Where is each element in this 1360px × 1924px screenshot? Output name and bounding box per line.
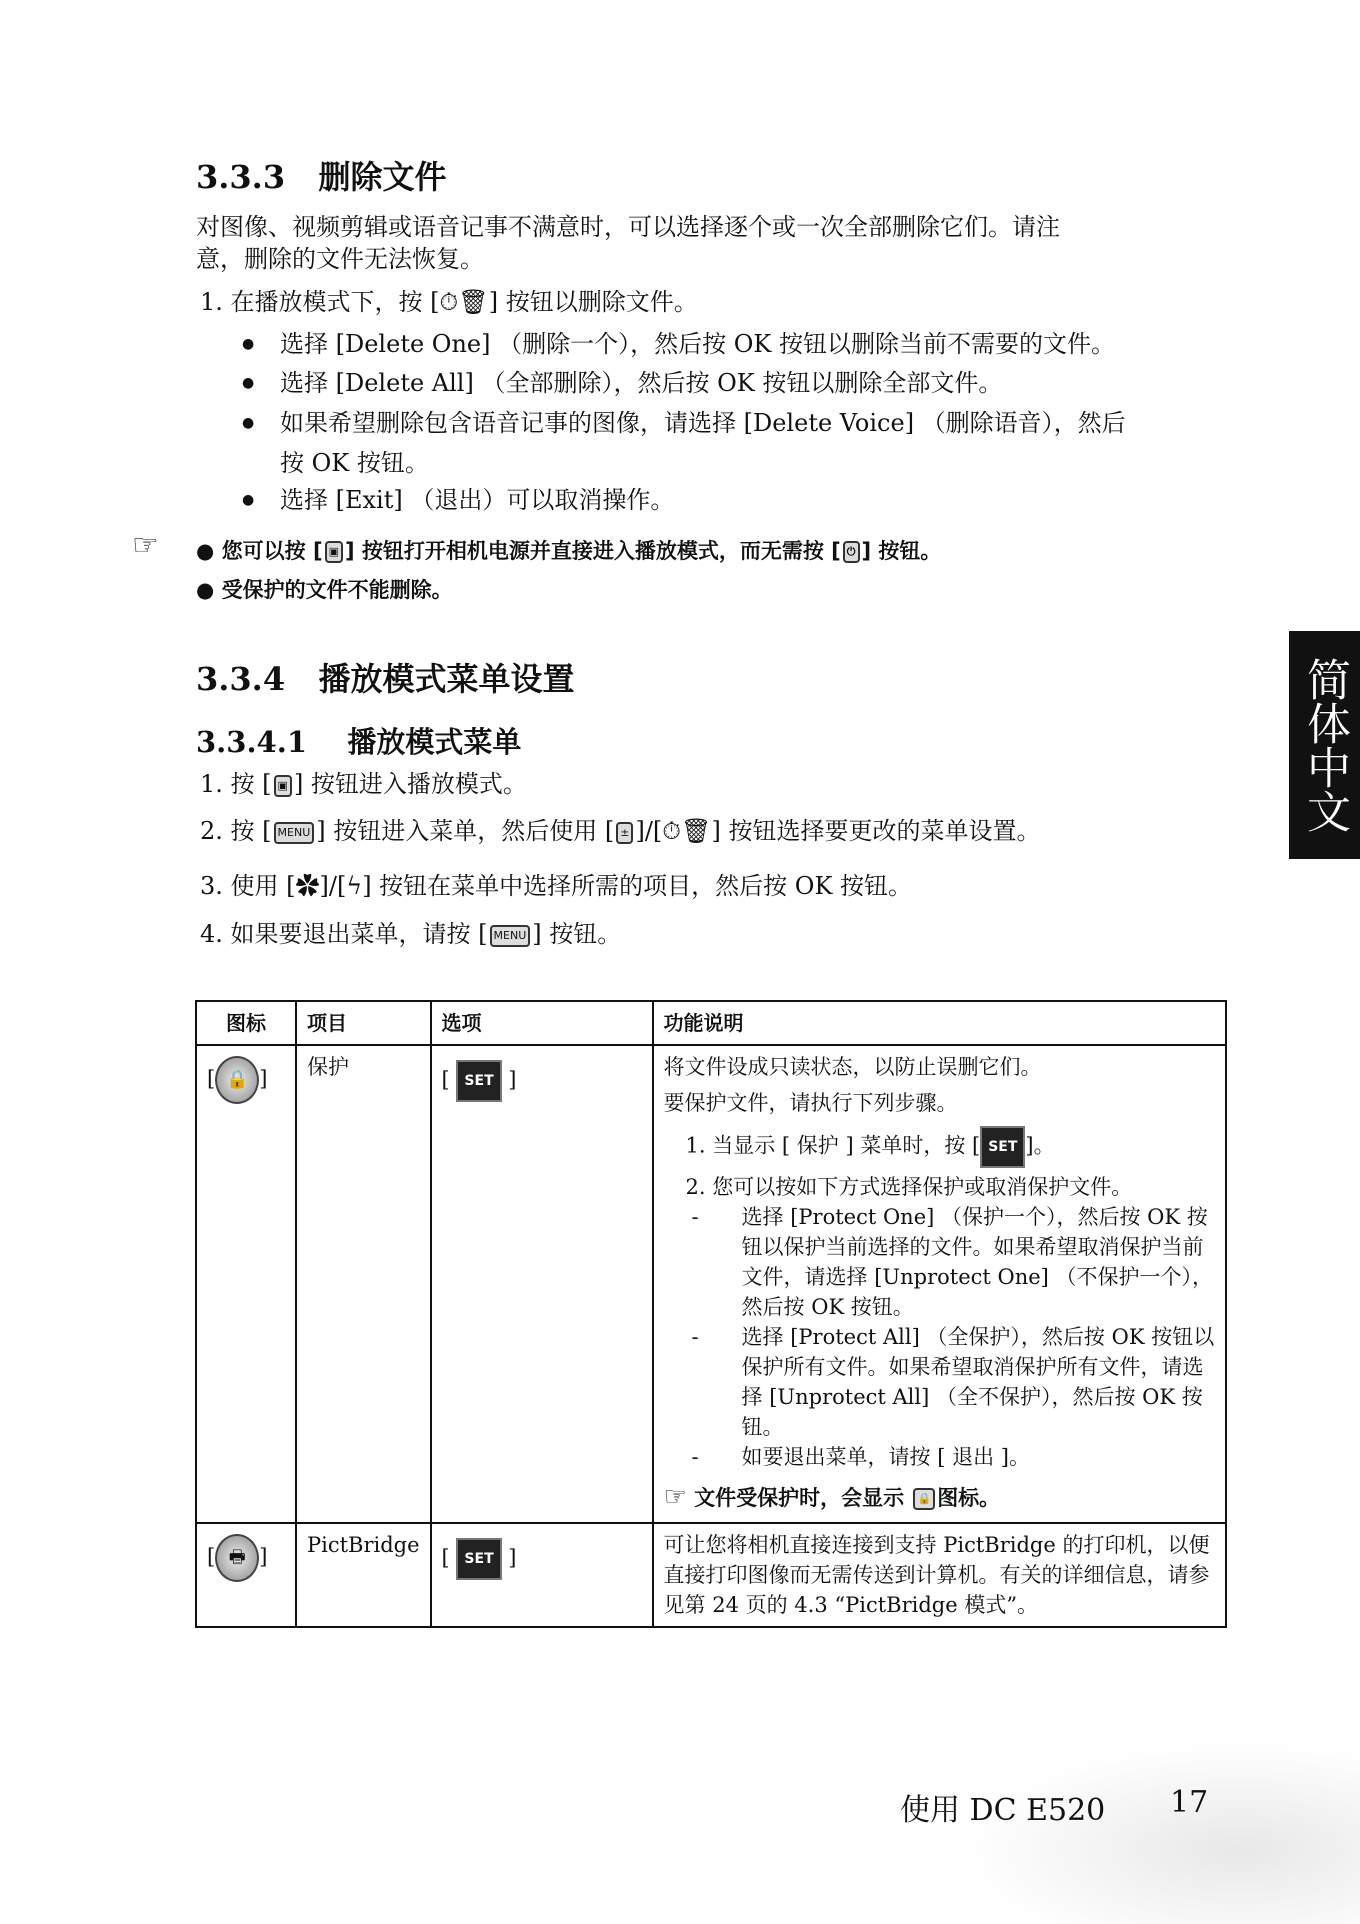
table-row: [ 🖶 ] PictBridge [ SET ] 可让您将相机直接连接到支持 PictBridge 的打印机，以便直接打印图像而无需传送到计算机。有关的详细信息，请参见第 24 页的 4.3 “PictBridge 模式”。 bbox=[196, 1523, 1226, 1627]
language-side-tab: 简体中文 bbox=[1289, 631, 1360, 859]
item-protect: 保护 bbox=[296, 1045, 431, 1523]
lock-icon: 🔒 bbox=[913, 1488, 935, 1510]
desc-step-1: 1. 当显示 [ 保护 ] 菜单时，按 [ SET ]。 bbox=[686, 1126, 1215, 1168]
protect-note: ☞ 文件受保护时，会显示 🔒 图标。 bbox=[663, 1482, 1001, 1512]
bullet-delete-all: ● 选择 [Delete All] （全部删除），然后按 OK 按钮以删除全部文件。 bbox=[280, 368, 1002, 398]
flash-icon: ϟ bbox=[346, 872, 363, 900]
bullet-delete-one: ● 选择 [Delete One] （删除一个），然后按 OK 按钮以删除当前不需要的文件。 bbox=[280, 329, 1115, 359]
desc-dash-item: - 选择 [Protect One] （保护一个），然后按 OK 按钮以保护当前选择的文件。如果希望取消保护当前文件，请选择 [Unprotect One] （不保护一个），然后按 OK 按钮。 bbox=[691, 1205, 1214, 1319]
desc-line: 将文件设成只读状态，以防止误删它们。 bbox=[663, 1055, 1042, 1079]
bullet-delete-voice: ● 如果希望删除包含语音记事的图像，请选择 [Delete Voice] （删除语音），然后 bbox=[280, 408, 1126, 438]
note-1: ● 您可以按 [ ▣ ] 按钮打开相机电源并直接进入播放模式，而无需按 [ ⏻ ] 按钮。 bbox=[196, 539, 942, 563]
footer-label: 使用 DC E520 bbox=[900, 1793, 1106, 1828]
step-1: 1. 在播放模式下，按 [⏱🗑] 按钮以删除文件。 bbox=[200, 288, 698, 316]
set-icon: SET bbox=[456, 1060, 501, 1102]
self-timer-delete-icon: ⏱🗑 bbox=[662, 817, 712, 845]
header-description: 功能说明 bbox=[653, 1001, 1226, 1045]
section-heading-3-3-3: 3.3.3 删除文件 bbox=[196, 158, 447, 196]
protect-icon: 🔒 bbox=[215, 1056, 259, 1104]
menu-step-4: 4. 如果要退出菜单，请按 [ MENU ] 按钮。 bbox=[200, 920, 622, 948]
set-icon: SET bbox=[456, 1538, 501, 1580]
menu-step-2: 2. 按 [ MENU ] 按钮进入菜单，然后使用 [ ± ]/[⏱🗑] 按钮选择要更改的菜单设置。 bbox=[200, 817, 1041, 845]
section-heading-3-3-4: 3.3.4 播放模式菜单设置 bbox=[196, 660, 575, 698]
exposure-icon: ± bbox=[616, 822, 633, 844]
description-pictbridge bbox=[653, 1523, 1226, 1627]
table-header-row bbox=[196, 1001, 1226, 1045]
intro-line-2: 意，删除的文件无法恢复。 bbox=[196, 245, 484, 273]
menu-icon: MENU bbox=[490, 925, 531, 947]
set-icon: SET bbox=[980, 1126, 1025, 1168]
playback-icon: ▣ bbox=[325, 541, 343, 563]
desc-line: 可让您将相机直接连接到支持 PictBridge 的打印机，以便直接打印图像而无需传送到计算机。有关的详细信息，请参见第 24 页的 4.3 “PictBridge 模式”。 bbox=[663, 1533, 1210, 1617]
pointing-hand-icon: ☞ bbox=[132, 528, 159, 563]
note-2: ● 受保护的文件不能删除。 bbox=[196, 578, 453, 602]
table-row: [ 🔒 ] 保护 [ SET ] 将文件设成只读状态，以防止误删它们。 要保护文件，请执行下列步骤。 1. 当显示 [ 保护 ] 菜单时，按 [ SET ]。 2. 您可以按如下方式选择保护或取消保护文件。 - 选择 [Protect One] （保护一个），然后按 OK 按钮以保护当前选择的文件。如果希望取消保护当前文件，请选择 [Unprotect One] （不保护一个），然后按 OK 按钮。 - 选择 [Protect All] （全保护），然后按 OK 按钮以保护所有文件。如果希望取消保护所有文件，请选择 [Unprotect All] （全不保护），然后按 OK 按钮。 - 如要退出菜单，请按 [ 退出 ]。 ☞ 文件受保护时，会显示 🔒 图标。 bbox=[196, 1045, 1226, 1523]
bullet-delete-voice-cont: 按 OK 按钮。 bbox=[280, 449, 429, 477]
intro-line-1: 对图像、视频剪辑或语音记事不满意时，可以选择逐个或一次全部删除它们。请注 bbox=[196, 213, 1060, 241]
bullet-exit: ● 选择 [Exit] （退出）可以取消操作。 bbox=[280, 485, 674, 515]
header-option: 选项 bbox=[431, 1001, 653, 1045]
desc-dash-item: - 选择 [Protect All] （全保护），然后按 OK 按钮以保护所有文件。如果希望取消保护所有文件，请选择 [Unprotect All] （全不保护），然后按 OK 按钮。 bbox=[691, 1325, 1215, 1439]
header-item: 项目 bbox=[296, 1001, 431, 1045]
menu-step-3: 3. 使用 [✿]/[ϟ] 按钮在菜单中选择所需的项目，然后按 OK 按钮。 bbox=[200, 872, 913, 900]
macro-icon: ✿ bbox=[295, 872, 320, 900]
pointing-hand-icon: ☞ bbox=[663, 1482, 687, 1512]
header-icon: 图标 bbox=[196, 1001, 296, 1045]
desc-line: 要保护文件，请执行下列步骤。 bbox=[663, 1091, 958, 1115]
desc-dash-item: - 如要退出菜单，请按 [ 退出 ]。 bbox=[691, 1445, 1030, 1469]
menu-step-1: 1. 按 [ ▣ ] 按钮进入播放模式。 bbox=[200, 770, 527, 798]
description-protect bbox=[653, 1045, 1226, 1523]
subsection-heading: 3.3.4.1 播放模式菜单 bbox=[196, 725, 522, 759]
desc-step-2: 2. 您可以按如下方式选择保护或取消保护文件。 bbox=[685, 1175, 1133, 1199]
page-number: 17 bbox=[1170, 1785, 1209, 1820]
item-pictbridge: PictBridge bbox=[296, 1523, 431, 1627]
watermark bbox=[960, 1740, 1360, 1924]
menu-table bbox=[195, 1000, 1227, 1628]
playback-icon: ▣ bbox=[274, 775, 292, 797]
self-timer-delete-icon: ⏱🗑 bbox=[439, 288, 489, 316]
pictbridge-icon: 🖶 bbox=[215, 1534, 259, 1582]
power-icon: ⏻ bbox=[843, 541, 860, 563]
menu-icon: MENU bbox=[274, 822, 315, 844]
